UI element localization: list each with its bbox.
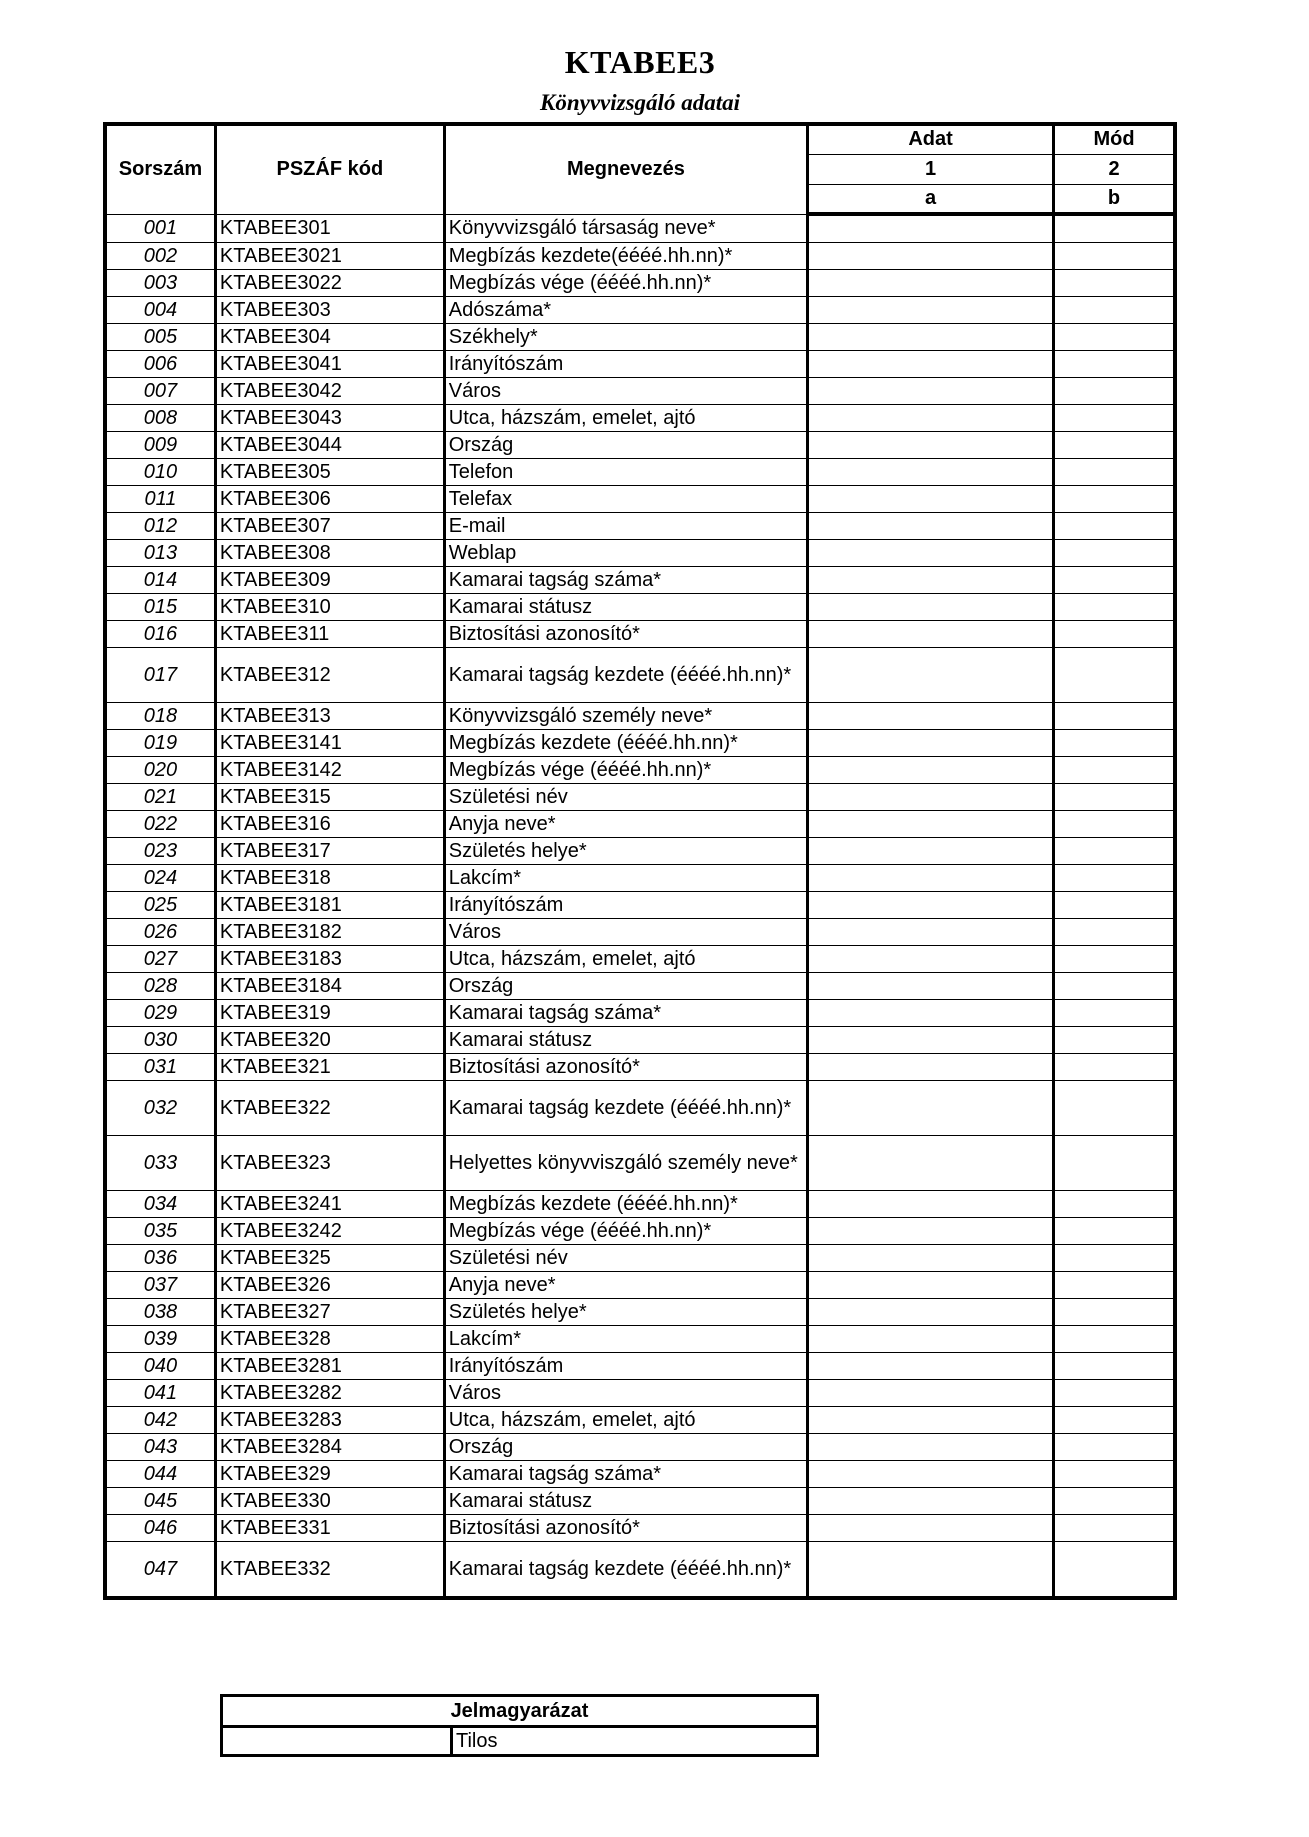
- row-adat-cell[interactable]: [808, 838, 1054, 865]
- row-number: 047: [105, 1542, 215, 1599]
- page-title: KTABEE3: [564, 44, 716, 80]
- row-mod-cell[interactable]: [1054, 486, 1176, 513]
- row-code: KTABEE307: [215, 513, 444, 540]
- row-adat-cell[interactable]: [808, 648, 1054, 703]
- row-adat-cell[interactable]: [808, 1326, 1054, 1353]
- row-number: 027: [105, 946, 215, 973]
- row-code: KTABEE313: [215, 703, 444, 730]
- row-number: 012: [105, 513, 215, 540]
- row-number: 004: [105, 297, 215, 324]
- row-number: 032: [105, 1081, 215, 1136]
- table-row: [105, 919, 1175, 946]
- row-adat-cell[interactable]: [808, 378, 1054, 405]
- row-code: KTABEE3182: [215, 919, 444, 946]
- table-row: [105, 703, 1175, 730]
- row-code: KTABEE327: [215, 1299, 444, 1326]
- row-number: 022: [105, 811, 215, 838]
- row-name: Anyja neve*: [444, 811, 807, 838]
- row-adat-cell[interactable]: [808, 1542, 1054, 1599]
- row-mod-cell[interactable]: [1054, 919, 1176, 946]
- table-row: [105, 297, 1175, 324]
- table-row: [105, 1515, 1175, 1542]
- header-sorszam: Sorszám: [105, 124, 215, 214]
- row-adat-cell[interactable]: [808, 1434, 1054, 1461]
- row-mod-cell[interactable]: [1054, 1380, 1176, 1407]
- row-mod-cell[interactable]: [1054, 1488, 1176, 1515]
- row-adat-cell[interactable]: [808, 459, 1054, 486]
- row-adat-cell[interactable]: [808, 567, 1054, 594]
- row-code: KTABEE3022: [215, 270, 444, 297]
- row-number: 006: [105, 351, 215, 378]
- table-row: [105, 513, 1175, 540]
- row-code: KTABEE312: [215, 648, 444, 703]
- row-adat-cell[interactable]: [808, 919, 1054, 946]
- row-mod-cell[interactable]: [1054, 297, 1176, 324]
- row-code: KTABEE323: [215, 1136, 444, 1191]
- row-code: KTABEE325: [215, 1245, 444, 1272]
- table-row: [105, 1299, 1175, 1326]
- table-row: [105, 1326, 1175, 1353]
- row-mod-cell[interactable]: [1054, 1353, 1176, 1380]
- row-mod-cell[interactable]: [1054, 214, 1176, 243]
- row-mod-cell[interactable]: [1054, 324, 1176, 351]
- row-number: 015: [105, 594, 215, 621]
- row-name: Megbízás kezdete (éééé.hh.nn)*: [444, 730, 807, 757]
- row-name: Anyja neve*: [444, 1272, 807, 1299]
- row-mod-cell[interactable]: [1054, 405, 1176, 432]
- row-mod-cell[interactable]: [1054, 540, 1176, 567]
- row-name: Biztosítási azonosító*: [444, 621, 807, 648]
- row-number: 020: [105, 757, 215, 784]
- row-name: Születés helye*: [444, 1299, 807, 1326]
- row-name: Utca, házszám, emelet, ajtó: [444, 1407, 807, 1434]
- table-row: [105, 459, 1175, 486]
- row-number: 010: [105, 459, 215, 486]
- row-number: 026: [105, 919, 215, 946]
- row-adat-cell[interactable]: [808, 405, 1054, 432]
- header-megnevezes: Megnevezés: [444, 124, 807, 214]
- row-number: 017: [105, 648, 215, 703]
- row-name: Születési név: [444, 784, 807, 811]
- row-mod-cell[interactable]: [1054, 1407, 1176, 1434]
- row-adat-cell[interactable]: [808, 297, 1054, 324]
- table-row: [105, 865, 1175, 892]
- table-row: [105, 1081, 1175, 1136]
- row-mod-cell[interactable]: [1054, 730, 1176, 757]
- legend-swatch: [222, 1727, 452, 1756]
- row-number: 013: [105, 540, 215, 567]
- row-number: 043: [105, 1434, 215, 1461]
- row-number: 009: [105, 432, 215, 459]
- row-mod-cell[interactable]: [1054, 1191, 1176, 1218]
- legend-item-label: Tilos: [452, 1727, 818, 1756]
- row-name: Könyvvizsgáló személy neve*: [444, 703, 807, 730]
- table-row: [105, 351, 1175, 378]
- row-code: KTABEE304: [215, 324, 444, 351]
- row-code: KTABEE303: [215, 297, 444, 324]
- row-mod-cell[interactable]: [1054, 1299, 1176, 1326]
- row-code: KTABEE317: [215, 838, 444, 865]
- row-number: 035: [105, 1218, 215, 1245]
- row-mod-cell[interactable]: [1054, 946, 1176, 973]
- table-row: [105, 567, 1175, 594]
- table-row: [105, 1461, 1175, 1488]
- table-row: [105, 486, 1175, 513]
- table-row: [105, 1353, 1175, 1380]
- row-adat-cell[interactable]: [808, 243, 1054, 270]
- row-code: KTABEE3184: [215, 973, 444, 1000]
- table-row: [105, 378, 1175, 405]
- row-mod-cell[interactable]: [1054, 1218, 1176, 1245]
- row-adat-cell[interactable]: [808, 1191, 1054, 1218]
- row-mod-cell[interactable]: [1054, 757, 1176, 784]
- row-name: Kamarai tagság kezdete (éééé.hh.nn)*: [444, 1542, 807, 1599]
- table-row: [105, 892, 1175, 919]
- row-number: 046: [105, 1515, 215, 1542]
- row-name: Irányítószám: [444, 351, 807, 378]
- row-mod-cell[interactable]: [1054, 378, 1176, 405]
- row-number: 003: [105, 270, 215, 297]
- table-row: [105, 214, 1175, 243]
- row-code: KTABEE329: [215, 1461, 444, 1488]
- header-adat-letter: a: [808, 184, 1054, 214]
- row-mod-cell[interactable]: [1054, 1434, 1176, 1461]
- row-number: 038: [105, 1299, 215, 1326]
- table-row: [105, 1191, 1175, 1218]
- table-row: [105, 540, 1175, 567]
- row-mod-cell[interactable]: [1054, 811, 1176, 838]
- row-adat-cell[interactable]: [808, 865, 1054, 892]
- table-row: [105, 1218, 1175, 1245]
- row-adat-cell[interactable]: [808, 1000, 1054, 1027]
- row-name: Helyettes könyvviszgáló személy neve*: [444, 1136, 807, 1191]
- table-row: [105, 405, 1175, 432]
- header-mod-letter: b: [1054, 184, 1176, 214]
- row-mod-cell[interactable]: [1054, 243, 1176, 270]
- row-number: 008: [105, 405, 215, 432]
- row-code: KTABEE328: [215, 1326, 444, 1353]
- row-mod-cell[interactable]: [1054, 270, 1176, 297]
- row-code: KTABEE3281: [215, 1353, 444, 1380]
- table-row: [105, 324, 1175, 351]
- row-adat-cell[interactable]: [808, 892, 1054, 919]
- row-mod-cell[interactable]: [1054, 1542, 1176, 1599]
- row-name: Megbízás vége (éééé.hh.nn)*: [444, 1218, 807, 1245]
- row-adat-cell[interactable]: [808, 730, 1054, 757]
- row-name: Weblap: [444, 540, 807, 567]
- header-adat-number: 1: [808, 154, 1054, 184]
- row-name: Kamarai státusz: [444, 1488, 807, 1515]
- row-code: KTABEE309: [215, 567, 444, 594]
- row-name: Székhely*: [444, 324, 807, 351]
- row-code: KTABEE3041: [215, 351, 444, 378]
- row-name: Város: [444, 919, 807, 946]
- row-number: 044: [105, 1461, 215, 1488]
- row-adat-cell[interactable]: [808, 214, 1054, 243]
- row-name: Város: [444, 1380, 807, 1407]
- row-code: KTABEE3042: [215, 378, 444, 405]
- row-mod-cell[interactable]: [1054, 1027, 1176, 1054]
- row-number: 033: [105, 1136, 215, 1191]
- table-row: [105, 621, 1175, 648]
- row-code: KTABEE3142: [215, 757, 444, 784]
- row-number: 024: [105, 865, 215, 892]
- row-code: KTABEE308: [215, 540, 444, 567]
- row-adat-cell[interactable]: [808, 811, 1054, 838]
- row-adat-cell[interactable]: [808, 1353, 1054, 1380]
- row-mod-cell[interactable]: [1054, 1326, 1176, 1353]
- table-body: [105, 214, 1175, 1598]
- row-number: 039: [105, 1326, 215, 1353]
- row-mod-cell[interactable]: [1054, 1272, 1176, 1299]
- row-number: 021: [105, 784, 215, 811]
- row-name: Kamarai tagság száma*: [444, 1461, 807, 1488]
- row-number: 002: [105, 243, 215, 270]
- table-row: [105, 1488, 1175, 1515]
- row-name: Irányítószám: [444, 1353, 807, 1380]
- row-number: 031: [105, 1054, 215, 1081]
- row-number: 029: [105, 1000, 215, 1027]
- row-name: Születési név: [444, 1245, 807, 1272]
- row-number: 045: [105, 1488, 215, 1515]
- table-row: [105, 1000, 1175, 1027]
- table-row: [105, 1136, 1175, 1191]
- row-number: 037: [105, 1272, 215, 1299]
- table-row: [105, 1027, 1175, 1054]
- row-name: Ország: [444, 973, 807, 1000]
- row-code: KTABEE3241: [215, 1191, 444, 1218]
- row-code: KTABEE321: [215, 1054, 444, 1081]
- row-adat-cell[interactable]: [808, 1218, 1054, 1245]
- row-code: KTABEE305: [215, 459, 444, 486]
- row-name: Kamarai tagság kezdete (éééé.hh.nn)*: [444, 1081, 807, 1136]
- row-code: KTABEE310: [215, 594, 444, 621]
- row-mod-cell[interactable]: [1054, 567, 1176, 594]
- row-name: Adószáma*: [444, 297, 807, 324]
- row-code: KTABEE3283: [215, 1407, 444, 1434]
- row-mod-cell[interactable]: [1054, 865, 1176, 892]
- row-code: KTABEE316: [215, 811, 444, 838]
- row-name: Megbízás kezdete (éééé.hh.nn)*: [444, 1191, 807, 1218]
- row-mod-cell[interactable]: [1054, 784, 1176, 811]
- row-adat-cell[interactable]: [808, 1299, 1054, 1326]
- row-adat-cell[interactable]: [808, 946, 1054, 973]
- table-row: [105, 811, 1175, 838]
- row-adat-cell[interactable]: [808, 594, 1054, 621]
- row-code: KTABEE3242: [215, 1218, 444, 1245]
- row-mod-cell[interactable]: [1054, 1461, 1176, 1488]
- row-number: 014: [105, 567, 215, 594]
- row-mod-cell[interactable]: [1054, 973, 1176, 1000]
- row-code: KTABEE326: [215, 1272, 444, 1299]
- row-name: Ország: [444, 1434, 807, 1461]
- row-number: 040: [105, 1353, 215, 1380]
- row-adat-cell[interactable]: [808, 486, 1054, 513]
- row-adat-cell[interactable]: [808, 351, 1054, 378]
- row-mod-cell[interactable]: [1054, 648, 1176, 703]
- row-name: Kamarai státusz: [444, 594, 807, 621]
- row-name: Megbízás vége (éééé.hh.nn)*: [444, 270, 807, 297]
- row-adat-cell[interactable]: [808, 757, 1054, 784]
- row-name: Város: [444, 378, 807, 405]
- row-code: KTABEE318: [215, 865, 444, 892]
- row-adat-cell[interactable]: [808, 1407, 1054, 1434]
- row-number: 018: [105, 703, 215, 730]
- row-number: 025: [105, 892, 215, 919]
- row-code: KTABEE332: [215, 1542, 444, 1599]
- table-row: [105, 973, 1175, 1000]
- row-name: Lakcím*: [444, 865, 807, 892]
- row-adat-cell[interactable]: [808, 621, 1054, 648]
- table-row: [105, 1272, 1175, 1299]
- row-name: Irányítószám: [444, 892, 807, 919]
- row-code: KTABEE330: [215, 1488, 444, 1515]
- row-adat-cell[interactable]: [808, 1081, 1054, 1136]
- row-adat-cell[interactable]: [808, 1027, 1054, 1054]
- row-name: Születés helye*: [444, 838, 807, 865]
- row-name: Lakcím*: [444, 1326, 807, 1353]
- row-number: 034: [105, 1191, 215, 1218]
- data-table: [103, 122, 1177, 1600]
- row-mod-cell[interactable]: [1054, 703, 1176, 730]
- table-row: [105, 270, 1175, 297]
- row-mod-cell[interactable]: [1054, 459, 1176, 486]
- row-number: 030: [105, 1027, 215, 1054]
- table-row: [105, 784, 1175, 811]
- row-adat-cell[interactable]: [808, 432, 1054, 459]
- row-adat-cell[interactable]: [808, 324, 1054, 351]
- row-code: KTABEE331: [215, 1515, 444, 1542]
- row-code: KTABEE3181: [215, 892, 444, 919]
- row-code: KTABEE3284: [215, 1434, 444, 1461]
- row-adat-cell[interactable]: [808, 1380, 1054, 1407]
- row-name: Telefax: [444, 486, 807, 513]
- row-adat-cell[interactable]: [808, 1272, 1054, 1299]
- row-code: KTABEE3044: [215, 432, 444, 459]
- row-mod-cell[interactable]: [1054, 1054, 1176, 1081]
- row-code: KTABEE306: [215, 486, 444, 513]
- table-row: [105, 1407, 1175, 1434]
- row-code: KTABEE315: [215, 784, 444, 811]
- row-adat-cell[interactable]: [808, 703, 1054, 730]
- row-number: 042: [105, 1407, 215, 1434]
- row-mod-cell[interactable]: [1054, 1245, 1176, 1272]
- row-adat-cell[interactable]: [808, 1461, 1054, 1488]
- table-row: [105, 594, 1175, 621]
- row-number: 016: [105, 621, 215, 648]
- row-number: 023: [105, 838, 215, 865]
- table-row: [105, 432, 1175, 459]
- table-row: [105, 1380, 1175, 1407]
- row-name: Biztosítási azonosító*: [444, 1054, 807, 1081]
- row-code: KTABEE3043: [215, 405, 444, 432]
- row-number: 011: [105, 486, 215, 513]
- header-pszaf-kod: PSZÁF kód: [215, 124, 444, 214]
- row-number: 005: [105, 324, 215, 351]
- table-row: [105, 946, 1175, 973]
- row-name: E-mail: [444, 513, 807, 540]
- table-row: [105, 1245, 1175, 1272]
- row-mod-cell[interactable]: [1054, 1081, 1176, 1136]
- row-name: Kamarai státusz: [444, 1027, 807, 1054]
- table-row: [105, 1054, 1175, 1081]
- legend-table: [220, 1694, 819, 1757]
- row-number: 001: [105, 214, 215, 243]
- table-row: [105, 1434, 1175, 1461]
- row-mod-cell[interactable]: [1054, 1136, 1176, 1191]
- row-adat-cell[interactable]: [808, 513, 1054, 540]
- row-number: 007: [105, 378, 215, 405]
- row-code: KTABEE320: [215, 1027, 444, 1054]
- row-adat-cell[interactable]: [808, 784, 1054, 811]
- row-adat-cell[interactable]: [808, 1136, 1054, 1191]
- row-code: KTABEE3183: [215, 946, 444, 973]
- row-code: KTABEE322: [215, 1081, 444, 1136]
- row-name: Megbízás vége (éééé.hh.nn)*: [444, 757, 807, 784]
- row-name: Kamarai tagság kezdete (éééé.hh.nn)*: [444, 648, 807, 703]
- row-name: Utca, házszám, emelet, ajtó: [444, 946, 807, 973]
- row-code: KTABEE311: [215, 621, 444, 648]
- table-row: [105, 1542, 1175, 1599]
- row-code: KTABEE3282: [215, 1380, 444, 1407]
- row-code: KTABEE3021: [215, 243, 444, 270]
- row-code: KTABEE319: [215, 1000, 444, 1027]
- row-mod-cell[interactable]: [1054, 1515, 1176, 1542]
- row-name: Telefon: [444, 459, 807, 486]
- row-number: 041: [105, 1380, 215, 1407]
- table-row: [105, 838, 1175, 865]
- row-adat-cell[interactable]: [808, 1245, 1054, 1272]
- legend-title: Jelmagyarázat: [222, 1696, 818, 1727]
- row-adat-cell[interactable]: [808, 973, 1054, 1000]
- header-mod-number: 2: [1054, 154, 1176, 184]
- row-mod-cell[interactable]: [1054, 892, 1176, 919]
- row-name: Ország: [444, 432, 807, 459]
- row-adat-cell[interactable]: [808, 270, 1054, 297]
- row-name: Kamarai tagság száma*: [444, 567, 807, 594]
- row-adat-cell[interactable]: [808, 1488, 1054, 1515]
- row-name: Könyvvizsgáló társaság neve*: [444, 214, 807, 243]
- row-name: Utca, házszám, emelet, ajtó: [444, 405, 807, 432]
- row-number: 019: [105, 730, 215, 757]
- row-code: KTABEE301: [215, 214, 444, 243]
- table-row: [105, 757, 1175, 784]
- row-mod-cell[interactable]: [1054, 513, 1176, 540]
- row-mod-cell[interactable]: [1054, 621, 1176, 648]
- row-name: Biztosítási azonosító*: [444, 1515, 807, 1542]
- row-adat-cell[interactable]: [808, 540, 1054, 567]
- row-mod-cell[interactable]: [1054, 351, 1176, 378]
- row-mod-cell[interactable]: [1054, 594, 1176, 621]
- row-mod-cell[interactable]: [1054, 838, 1176, 865]
- row-name: Kamarai tagság száma*: [444, 1000, 807, 1027]
- row-number: 036: [105, 1245, 215, 1272]
- table-row: [105, 730, 1175, 757]
- page-subtitle: Könyvvizsgáló adatai: [540, 90, 740, 115]
- row-mod-cell[interactable]: [1054, 1000, 1176, 1027]
- row-mod-cell[interactable]: [1054, 432, 1176, 459]
- table-row: [105, 243, 1175, 270]
- row-number: 028: [105, 973, 215, 1000]
- header-adat: Adat: [808, 124, 1054, 154]
- row-adat-cell[interactable]: [808, 1515, 1054, 1542]
- row-code: KTABEE3141: [215, 730, 444, 757]
- table-row: [105, 648, 1175, 703]
- row-adat-cell[interactable]: [808, 1054, 1054, 1081]
- row-name: Megbízás kezdete(éééé.hh.nn)*: [444, 243, 807, 270]
- header-mod: Mód: [1054, 124, 1176, 154]
